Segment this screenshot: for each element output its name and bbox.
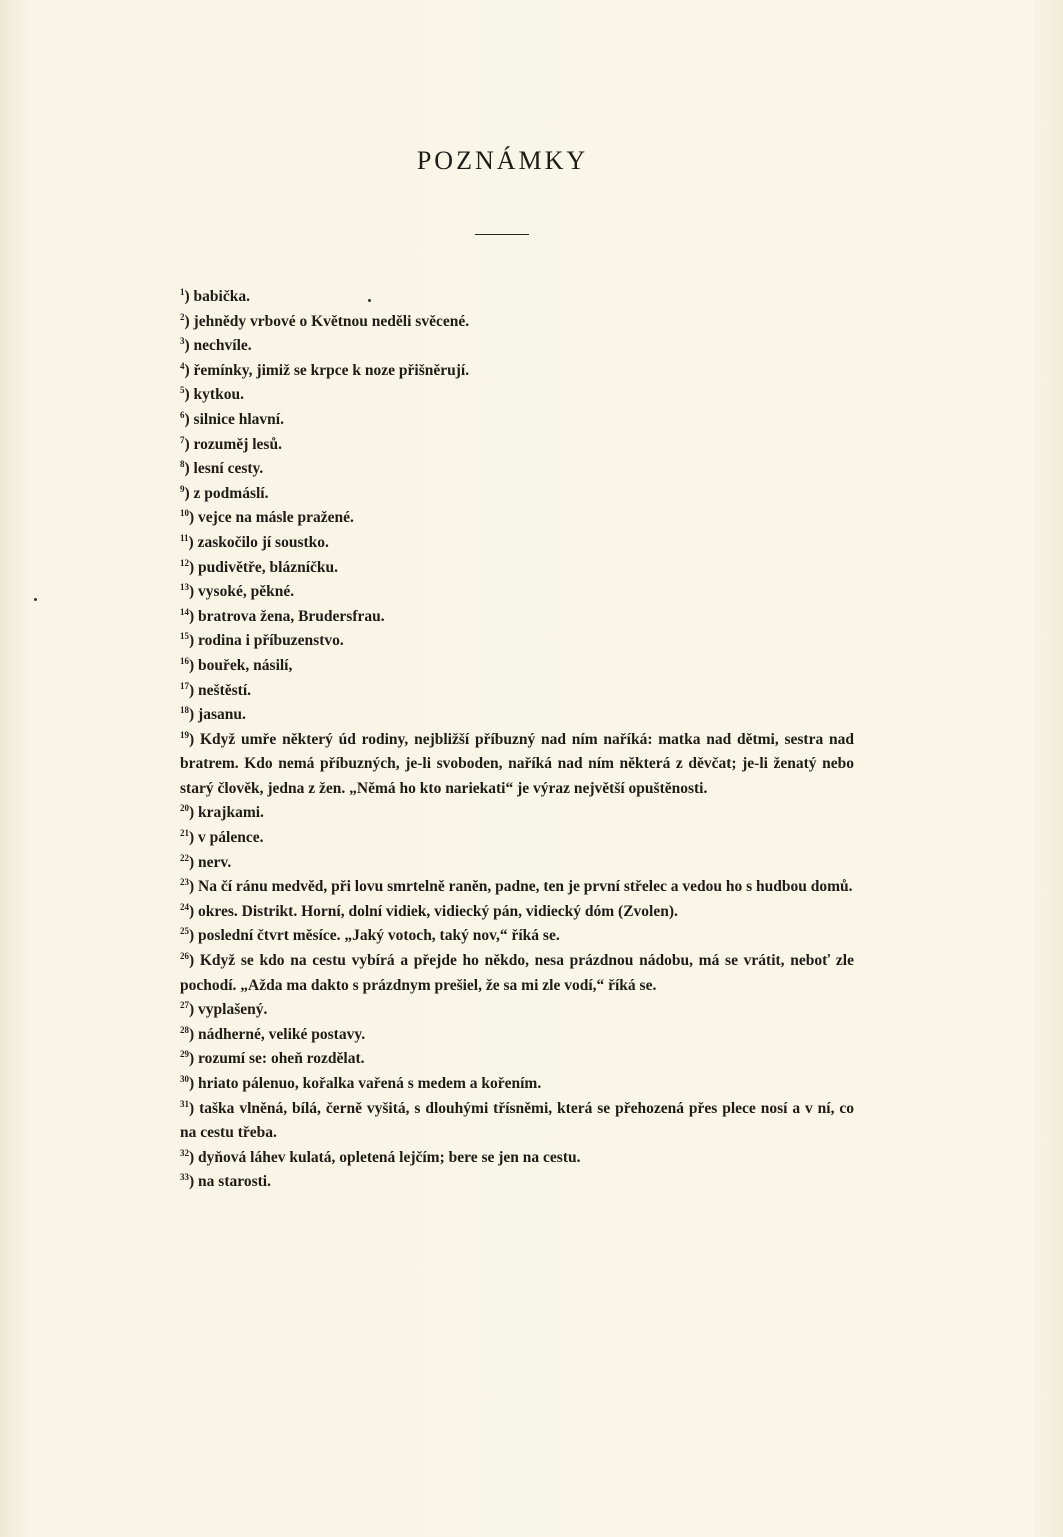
note-text: lesní cesty.	[193, 460, 264, 478]
note-text: Když se kdo na cestu vybírá a přejde ho někdo, nesa prázdnou nádobu, má se vrátit, neboť zle pochodí. „Ažda ma dakto s prázdnym prešiel, že sa mi zle vodí,“ říká se.	[180, 952, 854, 994]
note-number: 27	[180, 1000, 189, 1011]
note-text: vysoké, pěkné.	[198, 583, 295, 601]
note-item: $^{29}$) rozumí se: oheň rozdělat.	[180, 1049, 365, 1068]
page-title: POZNÁMKY	[416, 146, 589, 175]
note-text: rozuměj lesů.	[193, 435, 282, 453]
note-item: $^{24}$) okres. Distrikt. Horní, dolní vidiek, vidiecký pán, vidiecký dóm (Zvolen).	[180, 901, 678, 920]
note-number: 17	[180, 680, 189, 691]
note-item: $^{33}$) na starosti.	[180, 1172, 271, 1191]
note-item: $^{28}$) nádherné, veliké postavy.	[180, 1024, 366, 1043]
note-number: 16	[180, 655, 189, 666]
note-text: pudivětře, blázníčku.	[198, 558, 338, 576]
note-number: 26	[180, 951, 189, 962]
note-item: $^4$) řemínky, jimiž se krpce k noze přišněrují.	[180, 360, 470, 379]
note-text: babička.	[193, 288, 250, 305]
note-item: $^{30}$) hriato pálenuo, kořalka vařená s medem a kořením.	[180, 1074, 542, 1092]
note-number: 28	[180, 1024, 189, 1035]
note-number: 15	[180, 631, 189, 642]
note-text: nerv.	[198, 853, 232, 871]
note-item: $^{26}$) Když se kdo na cestu vybírá a přejde ho někdo, nesa prázdnou nádobu, má se vrátit, neboť zle pochodí. „Ažda ma dakto s prázdnym prešiel, že sa mi zle vodí,“ říká se.	[180, 951, 854, 994]
note-text: Na čí ránu medvěd, při lovu smrtelně raněn, padne, ten je první střelec a vedou ho s hudbou domů.	[198, 878, 853, 896]
note-item: $^{12}$) pudivětře, blázníčku.	[180, 557, 338, 576]
note-number: 1	[180, 287, 185, 297]
note-text: zaskočilo jí soustko.	[197, 533, 329, 551]
note-item: $^{25}$) poslední čtvrt měsíce. „Jaký votoch, taký nov,“ říká se.	[180, 926, 560, 945]
notes-list	[180, 285, 854, 1195]
note-text: jehnědy vrbové o Květnou neděli svěcené.	[193, 312, 470, 330]
note-text: taška vlněná, bílá, černě vyšitá, s dlouhými třísněmi, která se přehozená přes plece nosí a v ní, co na cestu třeba.	[180, 1099, 855, 1142]
note-text: nechvíle.	[193, 337, 252, 355]
note-number: 25	[180, 926, 189, 937]
note-text: dyňová láhev kulatá, opletená lejčím; bere se jen na cestu.	[198, 1148, 581, 1166]
note-number: 13	[180, 582, 189, 593]
note-item: $^3$) nechvíle.	[180, 336, 252, 355]
note-number: 12	[180, 557, 189, 568]
note-number: 23	[180, 877, 189, 888]
note-number: 30	[180, 1074, 189, 1084]
note-item: $^{13}$) vysoké, pěkné.	[180, 582, 295, 601]
note-item: $^2$) jehnědy vrbové o Květnou neděli svěcené.	[180, 311, 470, 330]
note-number: 4	[180, 360, 185, 371]
note-item: $^{22}$) nerv.	[180, 852, 232, 871]
note-number: 24	[180, 901, 189, 912]
paper-speck	[34, 598, 37, 601]
note-item: $^{32}$) dyňová láhev kulatá, opletená lejčím; bere se jen na cestu.	[180, 1147, 581, 1166]
note-item: $^5$) kytkou.	[180, 385, 244, 404]
note-number: 22	[180, 852, 189, 863]
title-divider	[475, 234, 529, 235]
note-item: $^8$) lesní cesty.	[180, 459, 264, 478]
note-text: rozumí se: oheň rozdělat.	[198, 1050, 365, 1068]
note-text: řemínky, jimiž se krpce k noze přišněrují.	[193, 361, 470, 379]
note-text: silnice hlavní.	[193, 410, 284, 428]
note-text: vejce na másle pražené.	[198, 509, 354, 527]
note-text: nádherné, veliké postavy.	[198, 1025, 366, 1043]
note-text: z podmáslí.	[193, 484, 269, 502]
note-item: $^{27}$) vyplašený.	[180, 1000, 268, 1019]
note-item: $^{21}$) v pálence.	[180, 828, 264, 847]
note-number: 7	[180, 434, 185, 445]
note-item: $^{15}$) rodina i příbuzenstvo.	[180, 631, 344, 650]
note-number: 20	[180, 803, 189, 814]
note-item: $^9$) z podmáslí.	[180, 483, 269, 502]
note-item: $^{16}$) bouřek, násilí,	[180, 655, 293, 674]
note-text: v pálence.	[198, 829, 264, 847]
note-text: poslední čtvrt měsíce. „Jaký votoch, taký nov,“ říká se.	[198, 927, 560, 945]
note-number: 18	[180, 705, 189, 716]
note-number: 19	[180, 729, 189, 740]
note-item: $^7$) rozuměj lesů.	[180, 434, 282, 453]
note-number: 10	[180, 508, 189, 519]
note-item: $^6$) silnice hlavní.	[180, 409, 284, 428]
note-item: $^1$) babička.	[180, 287, 250, 305]
note-number: 21	[180, 828, 189, 839]
note-number: 2	[180, 311, 185, 322]
note-item: $^{19}$) Když umře některý úd rodiny, nejbližší příbuzný nad ním naříká: matka nad dětmi, sestra nad bratrem. Kdo nemá příbuzných, je-li svoboden, naříká nad ním některá z děvčat; je-li ženatý nebo starý člověk, jedna z žen. „Němá ho kto nariekati“ je výraz největší opuštěnosti.	[180, 729, 854, 797]
note-item: $^{17}$) neštěstí.	[180, 680, 251, 699]
note-item: $^{10}$) vejce na másle pražené.	[180, 508, 354, 527]
note-text: vyplašený.	[198, 1001, 268, 1019]
note-number: 6	[180, 409, 185, 420]
note-number: 33	[180, 1172, 189, 1183]
note-text: Když umře některý úd rodiny, nejbližší příbuzný nad ním naříká: matka nad dětmi, sestra nad bratrem. Kdo nemá příbuzných, je-li svoboden, naříká nad ním některá z děvčat; je-li ženatý nebo starý člověk, jedna z žen. „Němá ho kto nariekati“ je výraz největší opuštěnosti.	[180, 730, 854, 797]
note-text: krajkami.	[198, 804, 264, 822]
note-number: 31	[180, 1098, 189, 1109]
note-text: okres. Distrikt. Horní, dolní vidiek, vidiecký pán, vidiecký dóm (Zvolen).	[198, 902, 678, 920]
note-number: 3	[180, 336, 185, 347]
note-item: $^{20}$) krajkami.	[180, 803, 264, 822]
note-text: rodina i příbuzenstvo.	[198, 632, 344, 650]
note-number: 32	[180, 1147, 189, 1158]
note-item: $^{31}$) taška vlněná, bílá, černě vyšitá, s dlouhými třísněmi, která se přehozená přes plece nosí a v ní, co na cestu třeba.	[180, 1098, 855, 1142]
paper-speck	[368, 299, 371, 302]
note-text: neštěstí.	[198, 681, 251, 699]
note-number: 9	[180, 483, 185, 494]
note-item: $^{23}$) Na čí ránu medvěd, při lovu smrtelně raněn, padne, ten je první střelec a vedou ho s hudbou domů.	[180, 877, 853, 896]
note-text: na starosti.	[198, 1173, 271, 1191]
note-number: 8	[180, 459, 185, 470]
note-text: jasanu.	[198, 706, 246, 724]
note-number: 29	[180, 1049, 189, 1060]
note-number: 5	[180, 385, 185, 396]
note-number: 11	[180, 532, 189, 543]
note-text: bouřek, násilí,	[198, 656, 293, 674]
note-item: $^{14}$) bratrova žena, Brudersfrau.	[180, 606, 385, 625]
note-text: bratrova žena, Brudersfrau.	[198, 607, 385, 625]
note-item: $^{11}$) zaskočilo jí soustko.	[180, 532, 329, 551]
note-text: hriato pálenuo, kořalka vařená s medem a kořením.	[198, 1075, 542, 1092]
note-number: 14	[180, 606, 189, 617]
note-text: kytkou.	[193, 386, 244, 404]
note-item: $^{18}$) jasanu.	[180, 705, 246, 724]
